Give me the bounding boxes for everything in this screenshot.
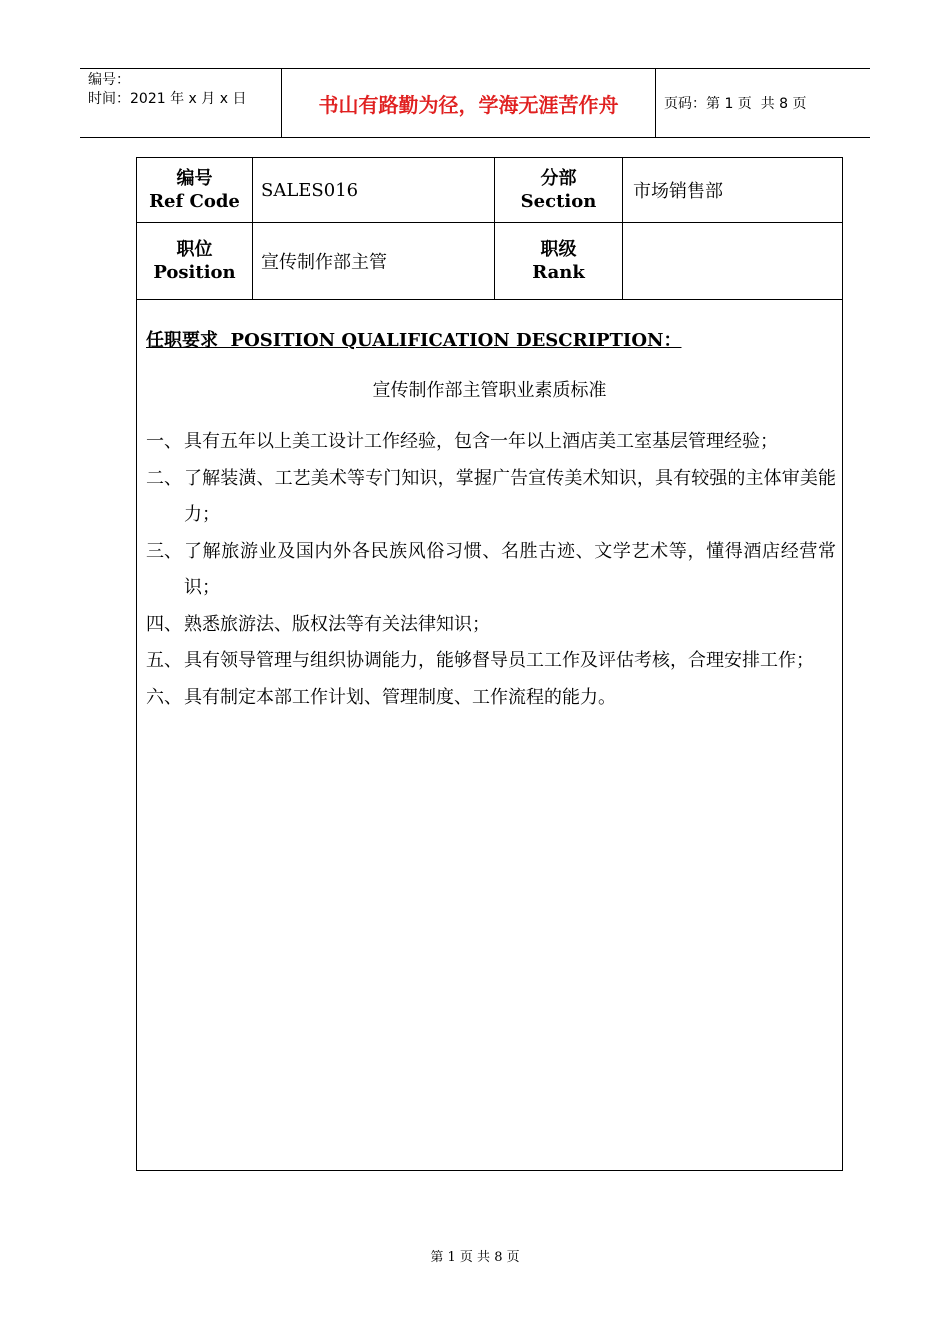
requirement-text: 了解旅游业及国内外各民族风俗习惯、名胜古迹、文学艺术等，懂得酒店经营常识； <box>184 540 836 598</box>
ref-code-en: Ref Code <box>149 191 240 212</box>
section-label <box>495 158 623 222</box>
standard-title-rest: 职业素质标准 <box>498 380 607 401</box>
requirement-text: 具有领导管理与组织协调能力，能够督导员工工作及评估考核，合理安排工作； <box>184 650 814 671</box>
requirement-number: 三、 <box>146 540 182 562</box>
requirement-item <box>146 534 836 607</box>
requirement-number: 六、 <box>146 686 182 708</box>
standard-title <box>137 376 842 402</box>
ref-code-cn: 编号 <box>176 168 213 189</box>
requirement-item <box>146 643 836 680</box>
header-motto: 书山有路勤为径，学海无涯苦作舟 <box>282 69 656 137</box>
header-page-text: 页码：第 1 页 共 8 页 <box>664 96 807 112</box>
requirement-item <box>146 680 836 717</box>
requirement-text: 具有制定本部工作计划、管理制度、工作流程的能力。 <box>184 686 616 708</box>
position-cn: 职位 <box>176 238 213 260</box>
header-code-label: 编号： <box>88 72 130 88</box>
position-value: 宣传制作部主管 <box>253 222 495 299</box>
requirement-number: 二、 <box>146 467 182 489</box>
requirement-item <box>146 461 836 534</box>
requirement-number: 五、 <box>146 650 182 671</box>
requirement-item <box>146 424 836 461</box>
header-time-label: 时间：2021 年 x 月 x 日 <box>88 91 247 107</box>
requirement-item <box>146 607 836 644</box>
page-header <box>80 68 870 138</box>
form-row-position <box>137 222 842 300</box>
requirements-list <box>146 424 836 716</box>
rank-value <box>623 222 842 299</box>
standard-title-position: 宣传制作部主管 <box>372 380 499 401</box>
section-en: Section <box>520 191 597 212</box>
rank-cn: 职级 <box>540 238 577 260</box>
rank-en: Rank <box>532 261 585 283</box>
ref-code-value: SALES016 <box>253 158 495 222</box>
requirement-text: 具有五年以上美工设计工作经验，包含一年以上酒店美工室基层管理经验； <box>184 431 778 452</box>
rank-label <box>495 222 623 299</box>
page-footer: 第 1 页 共 8 页 <box>430 1250 520 1265</box>
ref-code-label <box>137 158 253 222</box>
position-en: Position <box>153 261 236 283</box>
requirement-text: 熟悉旅游法、版权法等有关法律知识； <box>184 613 490 635</box>
job-form <box>136 157 843 1171</box>
requirement-number: 四、 <box>146 613 182 635</box>
requirement-number: 一、 <box>146 431 182 452</box>
header-page-info <box>656 69 870 137</box>
form-row-code <box>137 158 842 223</box>
qualification-heading: 任职要求 POSITION QUALIFICATION DESCRIPTION： <box>146 330 682 351</box>
section-value: 市场销售部 <box>633 181 723 202</box>
requirement-text: 了解装潢、工艺美术等专门知识，掌握广告宣传美术知识，具有较强的主体审美能力； <box>184 467 836 525</box>
header-meta <box>80 69 282 137</box>
position-label <box>137 222 253 299</box>
section-cn: 分部 <box>540 168 577 189</box>
